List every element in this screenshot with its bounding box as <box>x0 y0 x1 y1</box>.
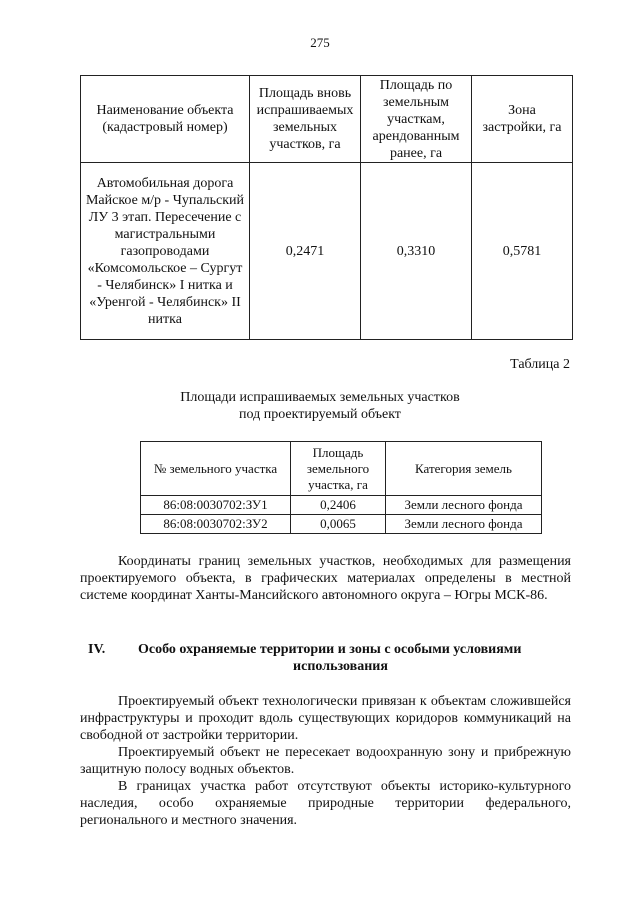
header-plot-number: № земельного участка <box>141 442 291 496</box>
cell-plot-area: 0,0065 <box>291 515 386 534</box>
section-title-line: Особо охраняемые территории и зоны с особыми условиями <box>138 642 522 657</box>
section-heading <box>80 641 571 675</box>
cell-plot-number: 86:08:0030702:ЗУ1 <box>141 496 291 515</box>
coordinates-paragraph: Координаты границ земельных участков, необходимых для размещения проектируемого объекта, в графических материалах определены в местной системе координат Ханты-Мансийского автономного округа – Югры МСК-86. <box>80 554 571 603</box>
cell-land-category: Земли лесного фонда <box>386 496 542 515</box>
cell-plot-number: 86:08:0030702:ЗУ2 <box>141 515 291 534</box>
paragraph: В границах участка работ отсутствуют объекты историко-культурного наследия, особо охраняемые природные территории федерального, регионального и местного значения. <box>80 779 571 828</box>
table-row <box>141 515 542 534</box>
header-new-area: Площадь вновь испрашиваемых земельных участков, га <box>250 76 361 163</box>
section-number: IV. <box>88 642 106 657</box>
land-area-table <box>80 75 573 340</box>
paragraph: Проектируемый объект технологически привязан к объектам сложившейся инфраструктуры и проходит вдоль существующих коридоров коммуникаций на свободной от застройки территории. <box>80 694 571 743</box>
header-leased-area: Площадь по земельным участкам, арендованным ранее, га <box>361 76 472 163</box>
cell-land-category: Земли лесного фонда <box>386 515 542 534</box>
header-object-name: Наименование объекта (кадастровый номер) <box>81 76 250 163</box>
table-title-line: Площади испрашиваемых земельных участков <box>180 390 460 405</box>
cell-new-area: 0,2471 <box>250 163 361 340</box>
cell-plot-area: 0,2406 <box>291 496 386 515</box>
cell-build-zone: 0,5781 <box>472 163 573 340</box>
header-build-zone: Зона застройки, га <box>472 76 573 163</box>
section-title-line: использования <box>293 659 388 674</box>
table-row <box>81 163 573 340</box>
table-title <box>0 389 640 423</box>
table-row <box>141 496 542 515</box>
paragraph: Проектируемый объект не пересекает водоохранную зону и прибрежную защитную полосу водных объектов. <box>80 745 571 777</box>
plots-table <box>140 441 542 534</box>
cell-leased-area: 0,3310 <box>361 163 472 340</box>
header-land-category: Категория земель <box>386 442 542 496</box>
header-plot-area: Площадь земельного участка, га <box>291 442 386 496</box>
cell-object-name: Автомобильная дорога Майское м/р - Чупальский ЛУ 3 этап. Пересечение с магистральными газопроводами «Комсомольское – Сургут - Челябинск» I нитка и «Уренгой - Челябинск» II нитка <box>81 163 250 340</box>
table-caption: Таблица 2 <box>510 357 570 372</box>
table-title-line: под проектируемый объект <box>239 407 401 422</box>
page-number: 275 <box>310 35 330 50</box>
